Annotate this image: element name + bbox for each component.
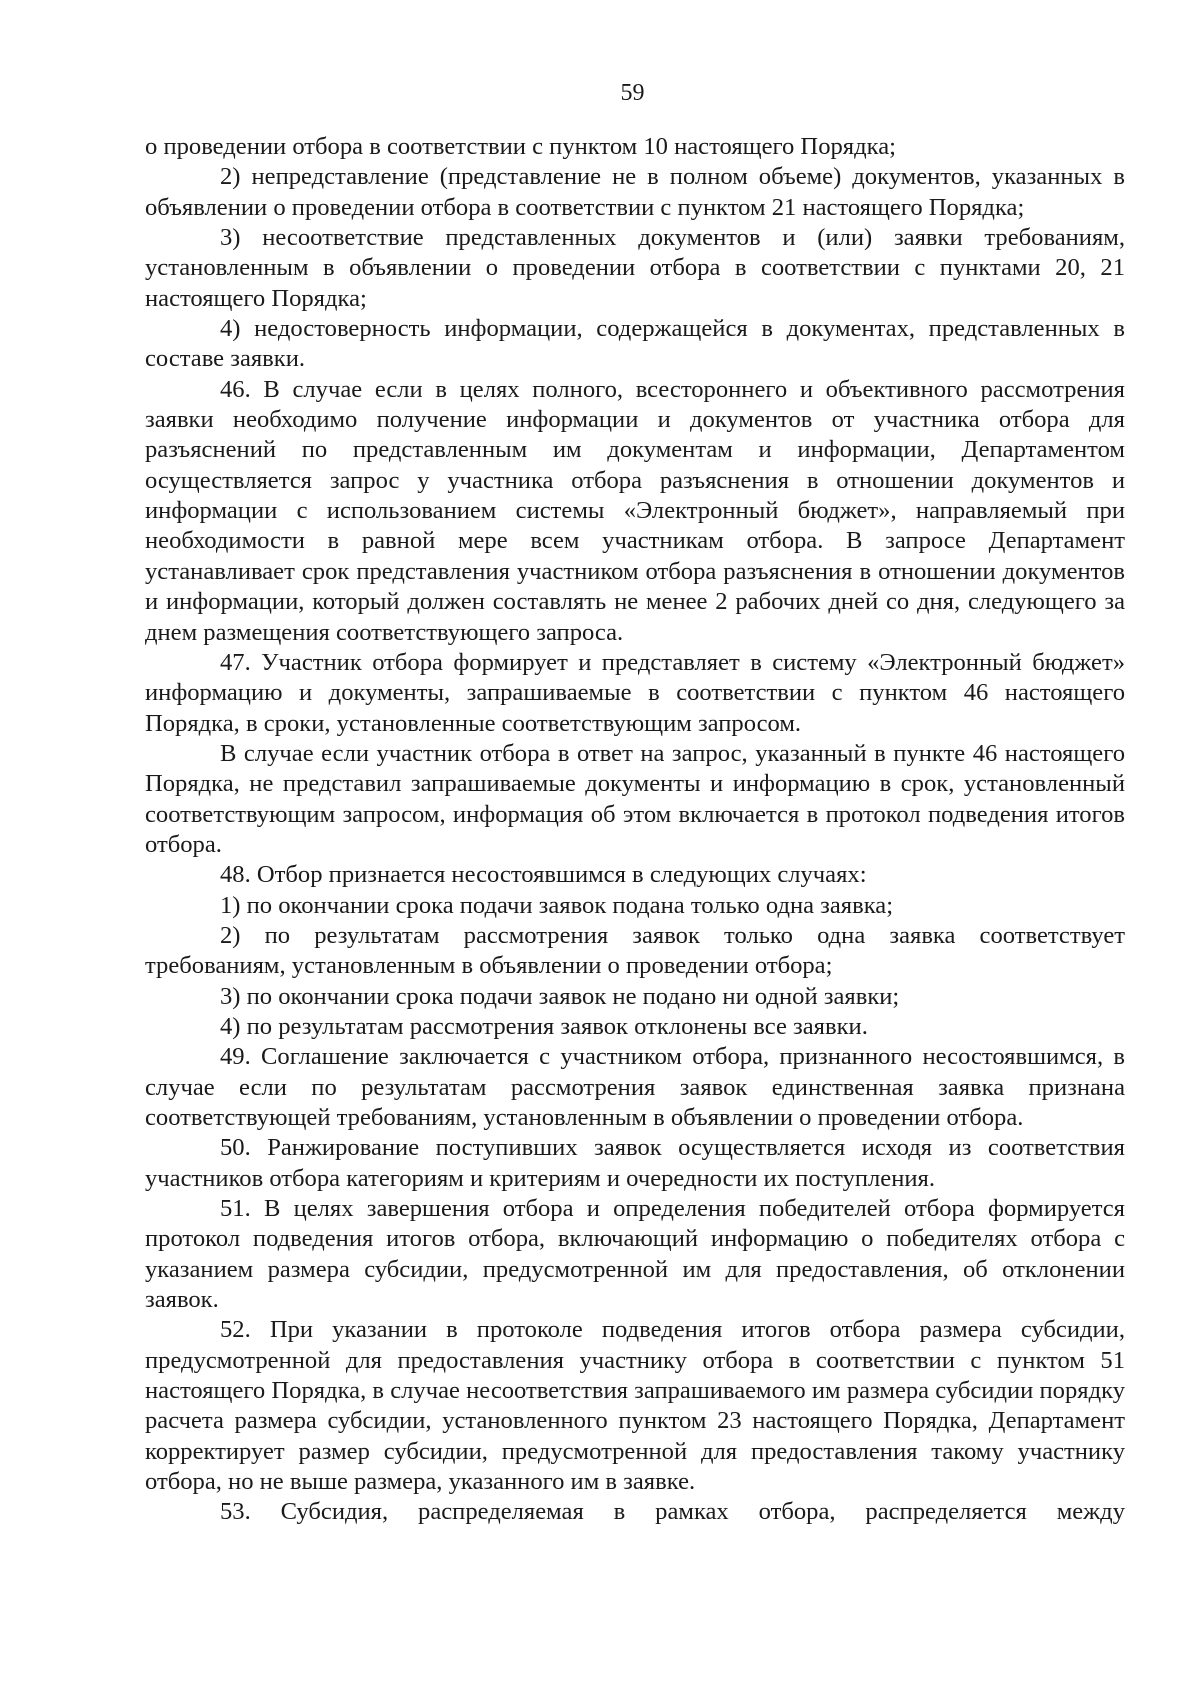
page-number: 59 [620,80,645,106]
clause-48-item-1: 1) по окончании срока подачи заявок подана только одна заявка; [220,891,894,919]
clause-46: 46. В случае если в целях полного, всестороннего и объективного рассмотрения заявки необходимо получение информации и документов от участника отбора для разъяснений по представленным им документам и информации, Департаментом осуществляется запрос у участника отбора разъяснения в отношении документов и информации с использованием системы «Электронный бюджет», направляемый при необходимости в равной мере всем участникам отбора. В запросе Департамент устанавливает срок представления участником отбора разъяснения в отношении документов и информации, который должен составлять не менее 2 рабочих дней со дня, следующего за днем размещения соответствующего запроса. [145,375,1125,646]
clause-48-item-4: 4) по результатам рассмотрения заявок отклонены все заявки. [220,1012,868,1040]
clause-49: 49. Соглашение заключается с участником отбора, признанного несостоявшимся, в случае если по результатам рассмотрения заявок единственная заявка признана соответствующей требованиям, установленным в объявлении о проведении отбора. [145,1043,1125,1131]
list-item-3: 3) несоответствие представленных документов и (или) заявки требованиям, установленным в объявлении о проведении отбора в соответствии с пунктами 20, 21 настоящего Порядка; [145,224,1125,312]
clause-48-item-3: 3) по окончании срока подачи заявок не подано ни одной заявки; [220,982,900,1010]
list-item-4: 4) недостоверность информации, содержащейся в документах, представленных в составе заявки. [145,315,1125,373]
clause-47-continuation: В случае если участник отбора в ответ на запрос, указанный в пункте 46 настоящего Порядка, не представил запрашиваемые документы и информацию в срок, установленный соответствующим запросом, информация об этом включается в протокол подведения итогов отбора. [145,739,1125,858]
clause-48: 48. Отбор признается несостоявшимся в следующих случаях: [220,861,867,889]
clause-47: 47. Участник отбора формирует и представляет в систему «Электронный бюджет» информацию и документы, запрашиваемые в соответствии с пунктом 46 настоящего Порядка, в сроки, установленные соответствующим запросом. [145,648,1125,737]
document-body [145,132,1125,1528]
clause-48-item-2: 2) по результатам рассмотрения заявок только одна заявка соответствует требованиям, установленным в объявлении о проведении отбора; [145,921,1125,980]
list-item-2: 2) непредставление (представление не в полном объеме) документов, указанных в объявлении о проведении отбора в соответствии с пунктом 21 настоящего Порядка; [145,163,1125,221]
clause-51: 51. В целях завершения отбора и определения победителей отбора формируется протокол подведения итогов отбора, включающий информацию о победителях отбора с указанием размера субсидии, предусмотренной им для предоставления, об отклонении заявок. [145,1195,1125,1314]
clause-52: 52. При указании в протоколе подведения итогов отбора размера субсидии, предусмотренной для предоставления участнику отбора в соответствии с пунктом 51 настоящего Порядка, в случае несоответствия запрашиваемого им размера субсидии порядку расчета размера субсидии, установленного пунктом 23 настоящего Порядка, Департамент корректирует размер субсидии, предусмотренной для предоставления такому участнику отбора, но не выше размера, указанного им в заявке. [145,1316,1125,1496]
clause-50: 50. Ранжирование поступивших заявок осуществляется исходя из соответствия участников отбора категориям и критериям и очередности их поступления. [145,1134,1125,1192]
paragraph-continuation: о проведении отбора в соответствии с пунктом 10 настоящего Порядка; [145,133,896,160]
clause-53: 53. Субсидия, распределяемая в рамках отбора, распределяется между [220,1498,1125,1526]
